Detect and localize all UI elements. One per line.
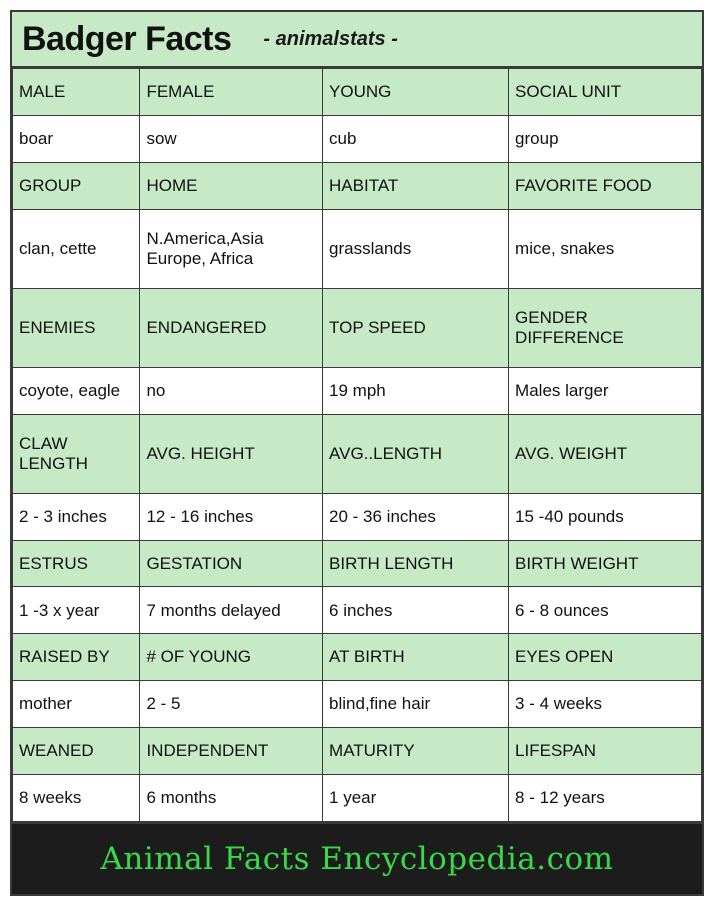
table-cell: group bbox=[509, 115, 702, 162]
table-header-cell: AVG..LENGTH bbox=[323, 414, 509, 493]
table-header-cell: FEMALE bbox=[140, 69, 323, 116]
table-header-cell: LIFESPAN bbox=[509, 728, 702, 775]
table-cell: 2 - 3 inches bbox=[13, 493, 140, 540]
table-cell: 20 - 36 inches bbox=[323, 493, 509, 540]
table-row bbox=[13, 774, 702, 821]
table-header-cell: HOME bbox=[140, 162, 323, 209]
footer-brand: Animal Facts Encyclopedia.com bbox=[100, 841, 614, 877]
table-header-cell: # OF YOUNG bbox=[140, 634, 323, 681]
table-cell: clan, cette bbox=[13, 209, 140, 288]
table-cell: 2 - 5 bbox=[140, 681, 323, 728]
table-header-cell: ENDANGERED bbox=[140, 288, 323, 367]
table-header-cell: BIRTH LENGTH bbox=[323, 540, 509, 587]
table-cell: 8 weeks bbox=[13, 774, 140, 821]
table-header-cell: CLAW LENGTH bbox=[13, 414, 140, 493]
table-header-cell: MALE bbox=[13, 69, 140, 116]
table-header-row bbox=[13, 634, 702, 681]
table-cell: cub bbox=[323, 115, 509, 162]
fact-card bbox=[10, 10, 704, 896]
table-header-cell: MATURITY bbox=[323, 728, 509, 775]
table-header-cell: GENDER DIFFERENCE bbox=[509, 288, 702, 367]
table-cell: blind,fine hair bbox=[323, 681, 509, 728]
table-header-cell: TOP SPEED bbox=[323, 288, 509, 367]
table-cell: coyote, eagle bbox=[13, 367, 140, 414]
table-cell: 6 - 8 ounces bbox=[509, 587, 702, 634]
table-cell: sow bbox=[140, 115, 323, 162]
table-cell: no bbox=[140, 367, 323, 414]
facts-table bbox=[12, 68, 702, 822]
table-header-cell: WEANED bbox=[13, 728, 140, 775]
table-cell: Males larger bbox=[509, 367, 702, 414]
card-footer bbox=[12, 822, 702, 894]
table-cell: 6 months bbox=[140, 774, 323, 821]
table-row bbox=[13, 493, 702, 540]
table-row bbox=[13, 367, 702, 414]
table-cell: N.America,Asia Europe, Africa bbox=[140, 209, 323, 288]
table-header-row bbox=[13, 162, 702, 209]
table-header-cell: AVG. WEIGHT bbox=[509, 414, 702, 493]
table-header-cell: FAVORITE FOOD bbox=[509, 162, 702, 209]
facts-table-wrapper bbox=[12, 68, 702, 822]
header-subtitle: - animalstats - bbox=[263, 27, 398, 50]
table-cell: grasslands bbox=[323, 209, 509, 288]
table-header-row bbox=[13, 540, 702, 587]
table-cell: boar bbox=[13, 115, 140, 162]
table-header-cell: BIRTH WEIGHT bbox=[509, 540, 702, 587]
table-header-cell: YOUNG bbox=[323, 69, 509, 116]
card-header bbox=[12, 12, 702, 68]
table-header-cell: SOCIAL UNIT bbox=[509, 69, 702, 116]
table-row bbox=[13, 209, 702, 288]
table-header-cell: HABITAT bbox=[323, 162, 509, 209]
table-header-row bbox=[13, 288, 702, 367]
table-header-cell: RAISED BY bbox=[13, 634, 140, 681]
table-cell: 19 mph bbox=[323, 367, 509, 414]
table-header-row bbox=[13, 414, 702, 493]
table-cell: 12 - 16 inches bbox=[140, 493, 323, 540]
table-row bbox=[13, 681, 702, 728]
table-cell: mice, snakes bbox=[509, 209, 702, 288]
table-header-cell: GROUP bbox=[13, 162, 140, 209]
table-cell: 6 inches bbox=[323, 587, 509, 634]
table-header-cell: ENEMIES bbox=[13, 288, 140, 367]
table-header-cell: ESTRUS bbox=[13, 540, 140, 587]
table-header-cell: GESTATION bbox=[140, 540, 323, 587]
table-cell: 1 -3 x year bbox=[13, 587, 140, 634]
table-cell: 15 -40 pounds bbox=[509, 493, 702, 540]
table-cell: 7 months delayed bbox=[140, 587, 323, 634]
table-cell: 8 - 12 years bbox=[509, 774, 702, 821]
page-title: Badger Facts bbox=[22, 19, 232, 58]
table-header-cell: AT BIRTH bbox=[323, 634, 509, 681]
table-header-cell: AVG. HEIGHT bbox=[140, 414, 323, 493]
table-header-row bbox=[13, 728, 702, 775]
table-cell: 1 year bbox=[323, 774, 509, 821]
table-row bbox=[13, 115, 702, 162]
table-cell: 3 - 4 weeks bbox=[509, 681, 702, 728]
table-header-row bbox=[13, 69, 702, 116]
table-cell: mother bbox=[13, 681, 140, 728]
table-header-cell: EYES OPEN bbox=[509, 634, 702, 681]
table-row bbox=[13, 587, 702, 634]
table-header-cell: INDEPENDENT bbox=[140, 728, 323, 775]
